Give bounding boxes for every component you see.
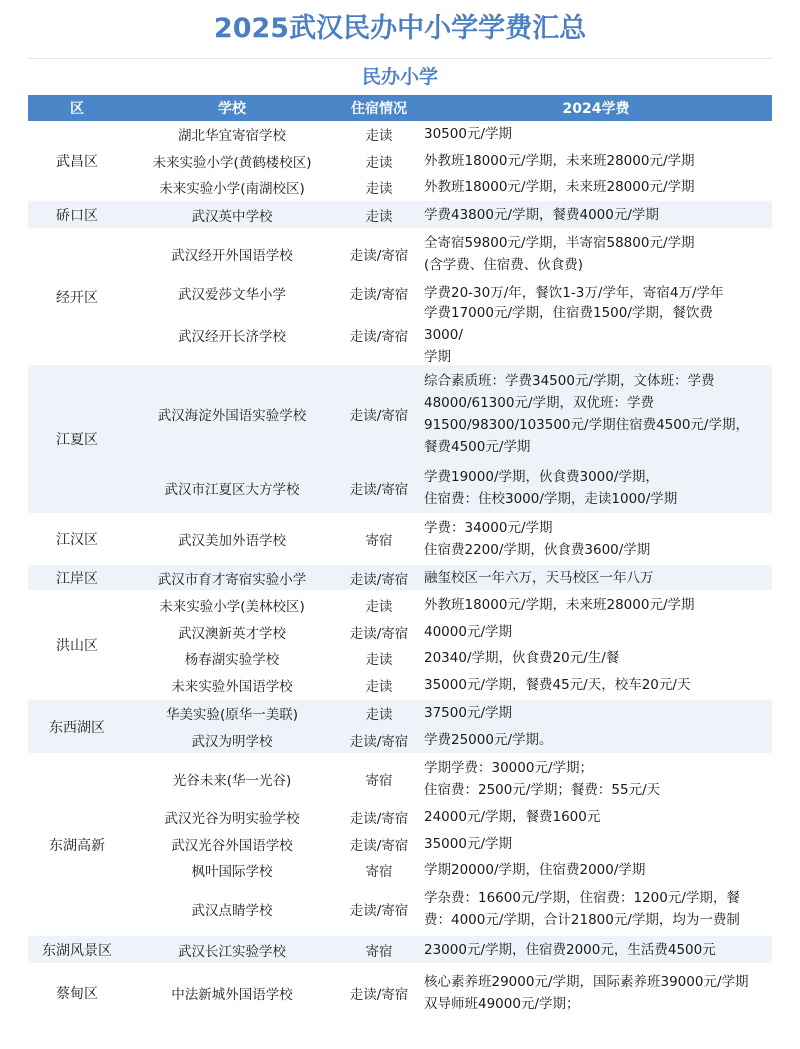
district-cell: 洪山区 [56,638,98,654]
district-group [28,121,772,201]
school-cell: 武汉点睛学校 [191,903,273,919]
table-row [126,121,772,147]
district-cell: 武昌区 [56,153,98,170]
district-group [28,754,772,936]
district-cell: 江岸区 [56,570,98,587]
fee-cell: 23000元/学期，住宿费2000元，生活费4500元 [424,941,716,958]
boarding-cell: 走读 [365,652,393,668]
fee-cell: 综合素质班：学费34500元/学期，文体班：学费 48000/61300元/学期，双优班：学费 91500/98300/103500元/学期住宿费4500元/学期， 餐费4500元/学期 [424,373,749,455]
fee-cell: 30500元/学期 [424,126,512,142]
fee-cell: 外教班18000元/学期，未来班28000元/学期 [424,179,695,195]
table-row [126,174,772,200]
school-cell: 武汉美加外语学校 [178,533,286,549]
boarding-cell: 走读/寄宿 [349,811,409,827]
fee-cell: 20340/学期，伙食费20元/生/餐 [424,650,620,666]
boarding-cell: 走读 [365,128,393,144]
table-row [126,804,772,830]
district-group [28,936,772,964]
school-cell: 武汉光谷为明实验学校 [164,811,300,827]
boarding-cell: 走读 [365,707,393,723]
header-boarding: 住宿情况 [351,101,407,117]
table-row [126,365,772,463]
fee-cell: 学费25000元/学期。 [424,731,553,748]
boarding-cell: 走读/寄宿 [349,248,409,264]
district-cell: 经开区 [56,289,98,306]
boarding-cell: 走读/寄宿 [349,733,409,750]
district-cell: 蔡甸区 [56,985,98,1002]
section-title: 民办小学 [28,59,772,95]
fee-cell: 学费43800元/学期，餐费4000元/学期 [424,206,659,223]
fee-cell: 35000元/学期 [424,835,512,852]
fee-cell: 全寄宿59800元/学期，半寄宿58800元/学期 (含学费、住宿费、伙食费) [424,235,695,273]
fee-cell: 学费19000/学期，伙食费3000/学期， 住宿费：住校3000/学期，走读1000/学期 [424,469,678,507]
district-group [28,964,772,1022]
district-cell: 硚口区 [56,207,98,224]
school-cell: 枫叶国际学校 [191,864,273,880]
school-cell: 武汉爱莎文华小学 [178,286,286,303]
district-cell: 东西湖区 [49,719,105,736]
table-row [126,565,772,590]
district-group [28,514,772,565]
school-cell: 武汉长江实验学校 [178,943,286,960]
table-row [126,857,772,883]
boarding-cell: 走读/寄宿 [349,286,409,303]
school-cell: 未来实验小学(黄鹤楼校区) [152,154,312,171]
page [28,0,772,1022]
table-row [126,883,772,935]
school-cell: 未来实验外国语学校 [171,679,293,695]
fee-cell: 外教班18000元/学期，未来班28000元/学期 [424,152,695,169]
fee-cell: 融玺校区一年六万，天马校区一年八万 [424,569,654,586]
fee-cell: 学期学费：30000元/学期； 住宿费：2500元/学期；餐费：55元/天 [424,760,661,798]
page-title: 2025武汉民办中小学学费汇总 [28,0,772,59]
table-row [126,147,772,174]
table-row [126,830,772,857]
boarding-cell: 走读/寄宿 [349,482,409,498]
school-cell: 武汉澳新英才学校 [178,625,286,642]
table-row [126,671,772,699]
district-group [28,565,772,591]
fee-cell: 35000元/学期，餐费45元/天，校车20元/天 [424,677,691,693]
table-row [126,964,772,1021]
boarding-cell: 走读 [365,208,393,225]
boarding-cell: 走读/寄宿 [349,903,409,919]
district-group [28,201,772,229]
table-row [126,618,772,645]
district-group [28,700,772,754]
header-district: 区 [70,101,84,117]
school-cell: 杨春湖实验学校 [184,652,280,668]
district-cell: 江汉区 [56,532,98,548]
boarding-cell: 走读/寄宿 [349,329,409,345]
fee-cell: 24000元/学期，餐费1600元 [424,809,601,825]
header-school: 学校 [218,101,246,117]
fee-cell: 学费17000元/学期，住宿费1500/学期，餐饮费 3000/ 学期 [424,305,713,365]
district-cell: 东湖风景区 [42,942,112,959]
table-row [126,463,772,513]
table-row [126,700,772,726]
district-cell: 东湖高新 [49,837,105,854]
school-cell: 武汉英中学校 [191,208,273,225]
boarding-cell: 走读 [365,154,393,171]
boarding-cell: 走读 [365,679,393,695]
header-fee: 2024学费 [562,101,630,117]
table-row [126,936,772,963]
school-cell: 武汉海淀外国语实验学校 [157,408,307,424]
boarding-cell: 走读/寄宿 [349,571,409,588]
boarding-cell: 走读/寄宿 [349,408,409,424]
boarding-cell: 走读/寄宿 [349,625,409,642]
table-row [126,591,772,618]
fee-cell: 核心素养班29000元/学期，国际素养班39000元/学期 双导师班49000元/学期； [424,973,749,1012]
boarding-cell: 寄宿 [365,773,393,789]
table-row [126,645,772,671]
school-cell: 未来实验小学(南湖校区) [159,181,305,197]
district-group [28,365,772,514]
district-group [28,229,772,365]
school-cell: 华美实验(原华一美联) [165,707,299,723]
school-cell: 武汉为明学校 [191,733,273,750]
boarding-cell: 走读/寄宿 [349,837,409,854]
boarding-cell: 走读 [365,181,393,197]
school-cell: 武汉市江夏区大方学校 [164,482,300,498]
school-cell: 湖北华宜寄宿学校 [178,128,286,144]
boarding-cell: 寄宿 [365,533,393,549]
boarding-cell: 走读/寄宿 [349,986,409,1003]
fee-cell: 学期20000/学期，住宿费2000/学期 [424,862,646,878]
table-row [126,754,772,804]
district-group [28,591,772,700]
school-cell: 武汉市育才寄宿实验小学 [157,571,307,588]
boarding-cell: 寄宿 [365,943,393,960]
fee-cell: 37500元/学期 [424,705,512,721]
fee-cell: 外教班18000元/学期，未来班28000元/学期 [424,596,695,613]
table-row [126,201,772,228]
fee-cell: 学费：34000元/学期 住宿费2200/学期，伙食费3600/学期 [424,520,651,558]
table-header [28,95,772,121]
school-cell: 武汉经开长济学校 [178,329,286,345]
school-cell: 武汉经开外国语学校 [171,248,293,264]
boarding-cell: 寄宿 [365,864,393,880]
table-row [126,726,772,753]
fee-cell: 40000元/学期 [424,623,512,640]
boarding-cell: 走读 [365,598,393,615]
fee-cell: 学费20-30万/年，餐饮1-3万/学年，寄宿4万/学年 [424,284,724,301]
district-cell: 江夏区 [56,432,98,448]
table-row [126,306,772,364]
fee-cell: 学杂费：16600元/学期，住宿费：1200元/学期，餐 费：4000元/学期，合计21800元/学期，均为一费制 [424,890,740,928]
school-cell: 光谷未来(华一光谷) [172,773,292,789]
table-row [126,229,772,279]
table-row [126,514,772,564]
table-body [28,121,772,1022]
school-cell: 未来实验小学(美林校区) [159,598,305,615]
school-cell: 武汉光谷外国语学校 [171,837,293,854]
school-cell: 中法新城外国语学校 [171,986,293,1003]
